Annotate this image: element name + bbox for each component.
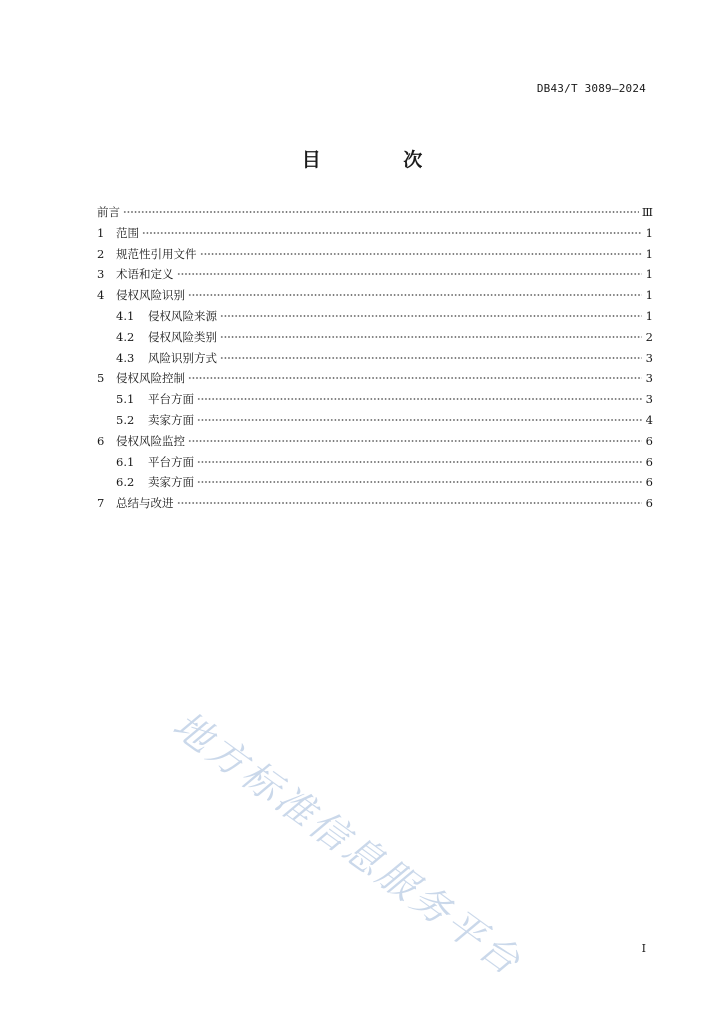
- toc-entry-page: 4: [645, 412, 653, 427]
- toc-entry-14[interactable]: [97, 493, 653, 514]
- toc-entry-label: 风险识别方式: [148, 350, 217, 365]
- page-number: I: [641, 942, 646, 955]
- toc-entry-label: 侵权风险来源: [148, 308, 217, 323]
- toc-entry-page: 6: [645, 496, 653, 511]
- toc-entry-number: 4.1: [116, 308, 135, 323]
- toc-entry-2[interactable]: [97, 244, 653, 265]
- toc-entry-page: Ⅲ: [641, 205, 653, 219]
- dot-leader: [188, 440, 642, 442]
- toc-entry-page: 6: [645, 433, 653, 448]
- toc-entry-9[interactable]: [97, 389, 653, 410]
- toc-entry-label: 侵权风险识别: [116, 288, 185, 303]
- toc-entry-10[interactable]: [97, 410, 653, 431]
- toc-entry-label: 前言: [97, 205, 120, 219]
- toc-entry-12[interactable]: [97, 452, 653, 473]
- toc-entry-page: 3: [645, 392, 653, 407]
- toc-entry-number: 5.2: [116, 412, 135, 427]
- toc-entry-page: 6: [645, 475, 653, 490]
- dot-leader: [197, 481, 642, 483]
- toc-entry-number: 2: [97, 246, 105, 261]
- toc-entry-number: 5: [97, 371, 105, 386]
- toc-entry-number: 5.1: [116, 392, 135, 407]
- toc-entry-label: 侵权风险类别: [148, 329, 217, 344]
- toc-entry-number: 4: [97, 288, 105, 303]
- toc-entry-label: 范围: [116, 225, 139, 240]
- toc-entry-page: 1: [645, 246, 653, 261]
- toc-entry-0[interactable]: [97, 202, 653, 223]
- toc-entry-label: 总结与改进: [116, 496, 174, 511]
- toc-entry-number: 1: [97, 225, 105, 240]
- document-code: DB43/T 3089—2024: [536, 82, 646, 95]
- toc-entry-number: 6: [97, 433, 105, 448]
- dot-leader: [197, 419, 642, 421]
- toc-entry-7[interactable]: [97, 348, 653, 369]
- toc-entry-page: 3: [645, 350, 653, 365]
- toc-entry-11[interactable]: [97, 431, 653, 452]
- dot-leader: [177, 502, 643, 504]
- toc-entry-number: 4.3: [116, 350, 135, 365]
- toc-entry-label: 侵权风险监控: [116, 433, 185, 448]
- toc-entry-number: 7: [97, 496, 105, 511]
- toc-entry-page: 1: [645, 288, 653, 303]
- dot-leader: [220, 336, 642, 338]
- toc-entry-1[interactable]: [97, 223, 653, 244]
- toc-entry-label: 规范性引用文件: [116, 246, 197, 261]
- dot-leader: [200, 253, 643, 255]
- toc-entry-label: 卖家方面: [148, 475, 194, 490]
- toc-entry-number: 6.1: [116, 454, 135, 469]
- watermark: 地方标准信息服务平台: [165, 702, 531, 986]
- toc-entry-page: 3: [645, 371, 653, 386]
- toc-entry-page: 1: [645, 225, 653, 240]
- toc-entry-5[interactable]: [97, 306, 653, 327]
- dot-leader: [123, 211, 639, 213]
- toc-entry-label: 卖家方面: [148, 412, 194, 427]
- toc-entry-number: 4.2: [116, 329, 135, 344]
- toc-entry-8[interactable]: [97, 368, 653, 389]
- toc-entry-13[interactable]: [97, 472, 653, 493]
- toc-entry-label: 术语和定义: [116, 267, 174, 282]
- dot-leader: [220, 357, 642, 359]
- dot-leader: [197, 461, 642, 463]
- dot-leader: [188, 294, 642, 296]
- toc-entry-page: 1: [645, 308, 653, 323]
- toc-entry-page: 2: [645, 329, 653, 344]
- page-title: 目 次: [301, 149, 461, 171]
- toc-entry-page: 6: [645, 454, 653, 469]
- dot-leader: [142, 232, 642, 234]
- toc-entry-6[interactable]: [97, 327, 653, 348]
- toc-entry-label: 侵权风险控制: [116, 371, 185, 386]
- toc-entry-4[interactable]: [97, 285, 653, 306]
- toc-entry-number: 6.2: [116, 475, 135, 490]
- dot-leader: [197, 398, 642, 400]
- toc-entry-number: 3: [97, 267, 105, 282]
- dot-leader: [188, 377, 642, 379]
- toc-entry-page: 1: [645, 267, 653, 282]
- dot-leader: [220, 315, 642, 317]
- table-of-contents: [97, 202, 653, 514]
- toc-entry-label: 平台方面: [148, 392, 194, 407]
- toc-entry-label: 平台方面: [148, 454, 194, 469]
- dot-leader: [177, 273, 643, 275]
- toc-entry-3[interactable]: [97, 264, 653, 285]
